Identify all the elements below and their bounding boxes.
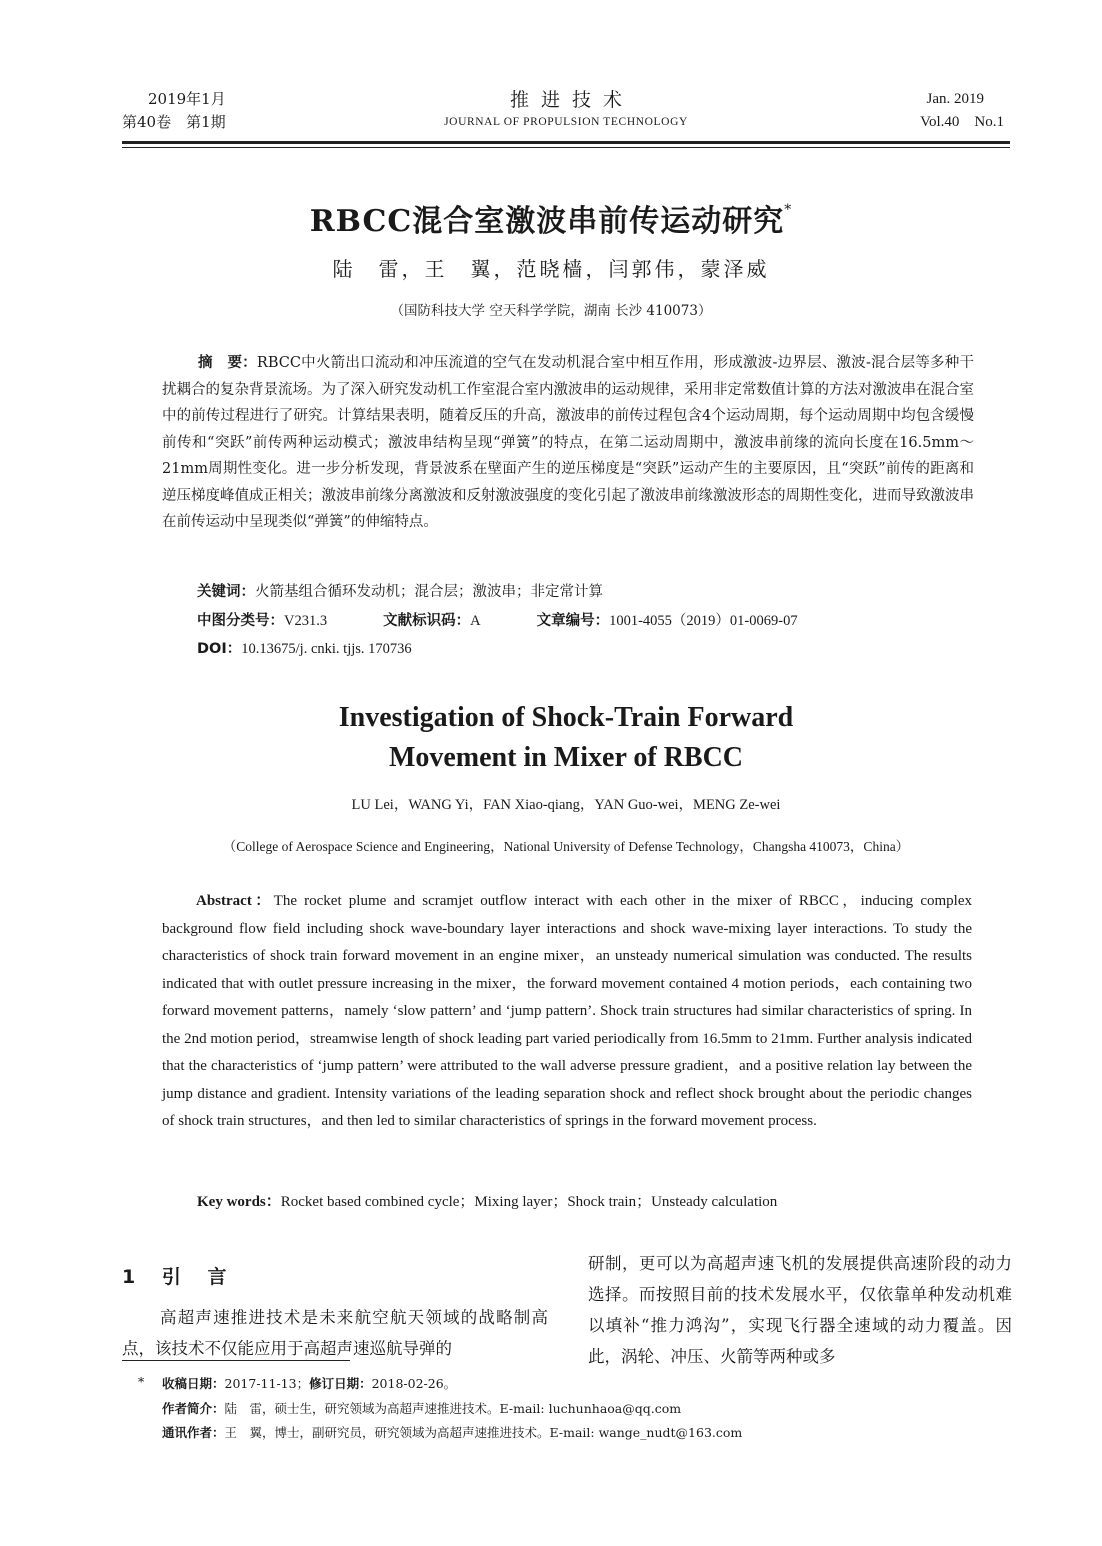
body-paragraph-left: 高超声速推进技术是未来航空航天领域的战略制高点，该技术不仅能应用于高超声速巡航导弹的 <box>122 1308 548 1358</box>
section-heading: 1 引 言 <box>122 1266 237 1288</box>
journal-header <box>122 88 1010 148</box>
header-right <box>920 88 1004 134</box>
keywords-cn <box>197 580 603 601</box>
article-no-value: 1001-4055（2019）01-0069-07 <box>609 613 798 629</box>
issue-date-cn: 2019年1月 <box>148 90 226 108</box>
header-rule-thin <box>122 147 1010 148</box>
paper-title-en-line1: Investigation of Shock-Train Forward <box>338 702 794 733</box>
issue-date-en: Jan. 2019 <box>926 91 984 107</box>
affiliation-en: （College of Aerospace Science and Engineering，National University of Defense Technology，Changsha 410073，China） <box>222 839 910 854</box>
paper-title-cn-text: RBCC混合室激波串前传运动研究 <box>309 204 785 239</box>
journal-name-en: JOURNAL OF PROPULSION TECHNOLOGY <box>444 116 688 128</box>
affiliation-cn: （国防科技大学 空天科学学院，湖南 长沙 410073） <box>390 303 712 319</box>
author-bio-label: 作者简介： <box>162 1401 225 1416</box>
abstract-cn-label: 摘 要： <box>198 355 257 371</box>
paper-title-en <box>0 698 1102 778</box>
header-rule-thick <box>122 141 1010 144</box>
paper-title-cn <box>0 196 1102 240</box>
abstract-en-text: The rocket plume and scramjet outflow interact with each other in the mixer of RBCC，inducing complex background flow field including shock wave-boundary layer interactions and shock wave-mixing layer interactions. To study the characteristics of shock train forward movement in an engine mixer，an unsteady numerical simulation was conducted. The results indicated that with outlet pressure increasing in the mixer，the forward movement contained 4 motion periods，each containing two forward movement patterns，namely ‘slow pattern’ and ‘jump pattern’. Shock train structures had similar characteristics of spring. In the 2nd motion period，streamwise length of shock leading part varied periodically from 16.5mm to 21mm. Further analysis indicated that the characteristics of ‘jump pattern’ were attributed to the wall adverse pressure gradient，and a positive relation lay between the jump distance and gradient. Intensity variations of the leading separation shock and reflect shock brought about the periodic changes of shock train structures，and then led to similar characteristics of springs in the forward movement process. <box>162 893 972 1129</box>
revised-label: 修订日期： <box>309 1376 372 1391</box>
authors-en: LU Lei，WANG Yi，FAN Xiao-qiang，YAN Guo-wei，MENG Ze-wei <box>351 797 781 813</box>
keywords-cn-text: 火箭基组合循环发动机；混合层；激波串；非定常计算 <box>255 584 603 600</box>
received-date: 2017-11-13； <box>224 1376 310 1391</box>
doi-line <box>197 637 412 658</box>
body-column-left <box>122 1302 548 1364</box>
journal-name-cn: 推进技术 <box>509 89 634 111</box>
classification-line <box>197 609 798 630</box>
clc-label: 中图分类号： <box>197 613 284 629</box>
keywords-en-text: Rocket based combined cycle；Mixing layer；Shock train；Unsteady calculation <box>280 1194 778 1210</box>
body-paragraph-right: 研制，更可以为高超声速飞机的发展提供高速阶段的动力选择。而按照目前的技术发展水平，仅依靠单种发动机难以填补“推力鸿沟”，实现飞行器全速域的动力覆盖。因此，涡轮、冲压、火箭等两种或多 <box>588 1254 1012 1366</box>
corr-author-text: 王 翼，博士，副研究员，研究领域为高超声速推进技术。E-mail: wange_nudt@163.com <box>224 1425 743 1440</box>
header-center <box>122 88 1010 132</box>
doi-label: DOI： <box>197 641 242 657</box>
volume-en: Vol.40 No.1 <box>920 114 1004 130</box>
footnote-separator <box>122 1360 350 1361</box>
keywords-en-label: Key words： <box>197 1194 281 1210</box>
doi-value: 10.13675/j. cnki. tjjs. 170736 <box>241 641 412 657</box>
doc-code-value: A <box>470 613 481 629</box>
footnote-author <box>162 1399 681 1417</box>
abstract-en-label: Abstract： <box>196 893 274 909</box>
footnote-dates <box>162 1374 456 1392</box>
abstract-en <box>162 888 972 1136</box>
keywords-en <box>197 1190 777 1211</box>
abstract-cn <box>162 350 974 536</box>
revised-date: 2018-02-26。 <box>371 1376 457 1391</box>
body-column-right <box>588 1248 1012 1372</box>
authors-cn: 陆 雷，王 翼，范晓樯，闫郭伟，蒙泽威 <box>332 257 770 281</box>
title-footnote-mark: * <box>784 202 793 218</box>
received-label: 收稿日期： <box>162 1376 225 1391</box>
volume-cn: 第40卷 第1期 <box>122 113 226 131</box>
corr-author-label: 通讯作者： <box>162 1425 225 1440</box>
keywords-cn-label: 关键词： <box>197 584 255 600</box>
paper-title-en-line2: Movement in Mixer of RBCC <box>388 742 744 773</box>
author-bio-text: 陆 雷，硕士生，研究领域为高超声速推进技术。E-mail: luchunhaoa@qq.com <box>224 1401 682 1416</box>
footnote-star: * <box>138 1374 145 1389</box>
article-no-label: 文章编号： <box>536 613 610 629</box>
footnote-corresponding <box>162 1423 742 1441</box>
abstract-cn-text: RBCC中火箭出口流动和冲压流道的空气在发动机混合室中相互作用，形成激波-边界层、激波-混合层等多种干扰耦合的复杂背景流场。为了深入研究发动机工作室混合室内激波串的运动规律，采用非定常数值计算的方法对激波串在混合室中的前传过程进行了研究。计算结果表明，随着反压的升高，激波串的前传过程包含4个运动周期，每个运动周期中均包含缓慢前传和“突跃”前传两种运动模式；激波串结构呈现“弹簧”的特点，在第二运动周期中，激波串前缘的流向长度在16.5mm～21mm周期性变化。进一步分析发现，背景波系在壁面产生的逆压梯度是“突跃”运动产生的主要原因，且“突跃”前传的距离和逆压梯度峰值成正相关；激波串前缘分离激波和反射激波强度的变化引起了激波串前缘激波形态的周期性变化，进而导致激波串在前传运动中呈现类似“弹簧”的伸缩特点。 <box>162 355 975 530</box>
clc-value: V231.3 <box>284 613 328 629</box>
doc-code-label: 文献标识码： <box>383 613 471 629</box>
